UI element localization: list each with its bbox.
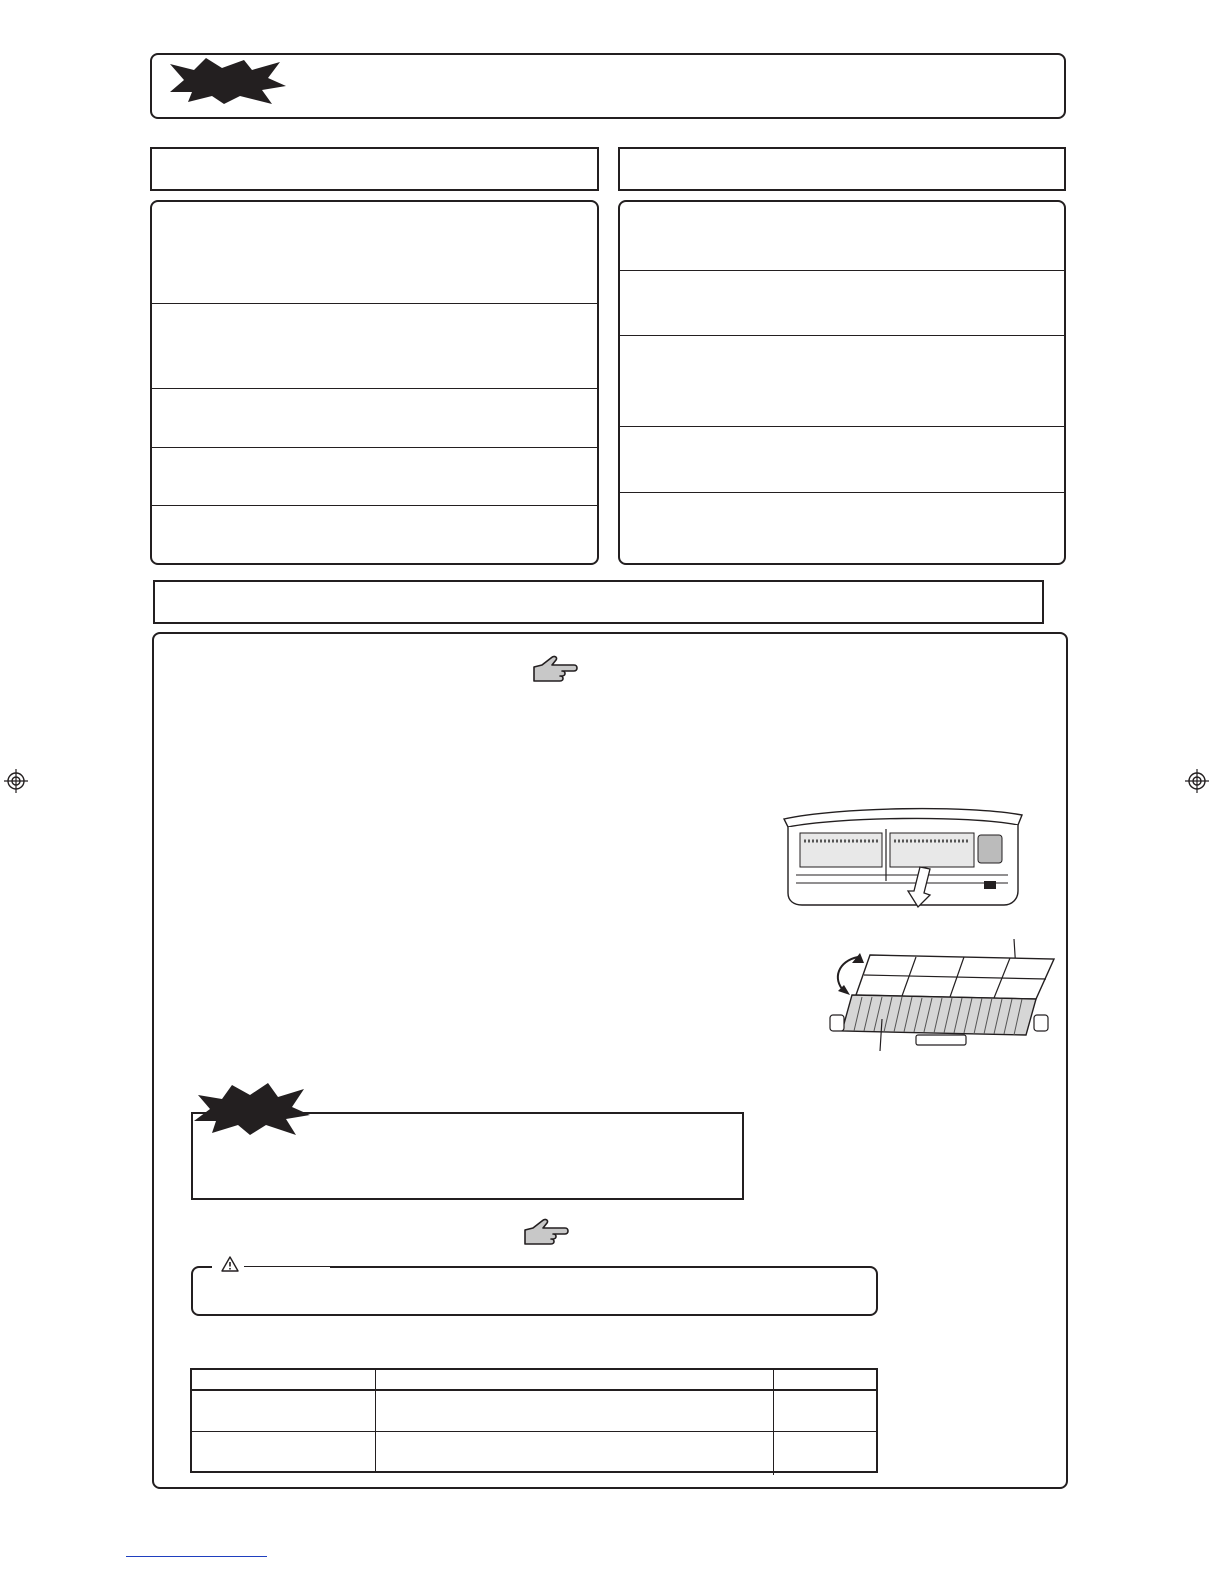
- starburst-badge-icon: [166, 56, 288, 111]
- left-column-panel: [150, 200, 599, 565]
- air-filter-illustration: [826, 935, 1062, 1058]
- right-column-header: [618, 147, 1066, 191]
- pointing-hand-icon: [521, 1218, 569, 1253]
- pointing-hand-icon: [530, 655, 578, 690]
- registration-mark-right: [1185, 769, 1209, 793]
- table-column-divider: [375, 1370, 376, 1471]
- registration-crosshair-icon: [4, 769, 28, 793]
- row-divider: [620, 270, 1064, 271]
- maintenance-table: [190, 1368, 878, 1473]
- air-conditioner-open-panel-illustration: [778, 805, 1026, 918]
- row-divider: [152, 505, 597, 506]
- caution-label-underline: [244, 1266, 330, 1267]
- footer-link-underline[interactable]: [126, 1556, 267, 1557]
- starburst-badge-icon: [192, 1081, 312, 1142]
- table-column-divider: [773, 1370, 774, 1475]
- main-section-panel: [152, 632, 1068, 1489]
- right-column-panel: [618, 200, 1066, 565]
- row-divider: [152, 388, 597, 389]
- section-header: [153, 580, 1044, 624]
- left-column-header: [150, 147, 599, 191]
- row-divider: [152, 303, 597, 304]
- row-divider: [620, 426, 1064, 427]
- registration-crosshair-icon: [1185, 769, 1209, 793]
- row-divider: [152, 447, 597, 448]
- row-divider: [620, 492, 1064, 493]
- warning-triangle-icon: [221, 1256, 239, 1277]
- row-divider: [620, 335, 1064, 336]
- registration-mark-left: [4, 769, 28, 793]
